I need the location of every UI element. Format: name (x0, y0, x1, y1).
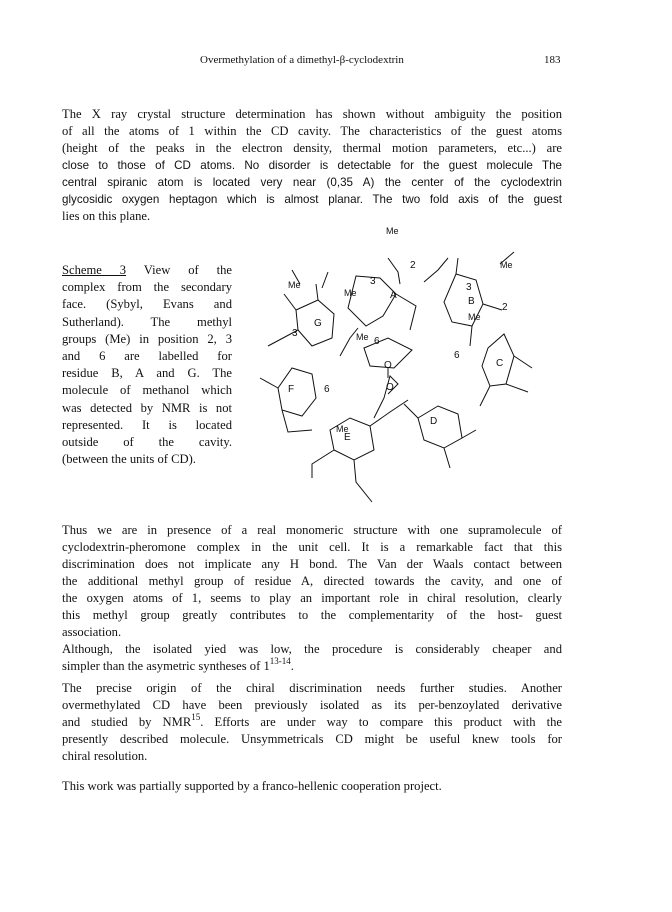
label-num-b3: 3 (466, 282, 472, 293)
caption-line: outside of the cavity. (62, 435, 232, 450)
paragraph-xray (62, 106, 562, 225)
label-residue-g: G (314, 318, 322, 329)
label-me-g: Me (356, 332, 369, 342)
text-line: . (290, 659, 294, 673)
label-me-f: Me (336, 424, 349, 434)
caption-line: complex from the secondary (62, 280, 232, 295)
text-line: and studied by NMR (62, 715, 192, 729)
label-residue-f: F (288, 384, 295, 395)
label-me-top: Me (386, 226, 399, 236)
label-oxygen: O (384, 360, 392, 371)
text-line: presently described molecule. Unsymmetricals CD might be useful knew tools for (62, 732, 562, 746)
running-header (0, 54, 672, 70)
label-me-left: Me (288, 280, 301, 290)
text-line: Thus we are in presence of a real monomeric structure with one supramolecule of (62, 523, 562, 537)
label-num-b2: 2 (502, 302, 508, 313)
label-num-f6: 6 (324, 384, 330, 395)
structure-labels (288, 226, 513, 443)
text-line: of all the atoms of 1 within the CD cavity. The characteristics of the guest atoms (62, 124, 562, 138)
label-me-a: Me (344, 288, 357, 298)
text-line: glycosidic oxygen heptagon which is almost planar. The two fold axis of the guest (62, 193, 562, 206)
paragraph-origin (62, 680, 562, 765)
caption-text: View of the (126, 263, 232, 277)
paragraph-yield (62, 641, 562, 675)
caption-line: was detected by NMR is not (62, 400, 232, 415)
label-num-g6: 6 (374, 336, 380, 347)
text-line: lies on this plane. (62, 209, 151, 223)
text-line: close to those of CD atoms. No disorder is detectable for the guest molecule The (62, 159, 562, 172)
text-line: the oxygen atoms of 1, seems to play an important role in chiral resolution, clearly (62, 591, 562, 605)
paragraph-monomeric (62, 522, 562, 641)
caption-line: groups (Me) in position 2, 3 (62, 331, 232, 346)
text-line: Although, the isolated yied was low, the procedure is considerably cheaper and (62, 642, 562, 656)
text-line: association. (62, 625, 122, 639)
citation-superscript: 15 (191, 712, 201, 722)
label-num-a3: 3 (370, 276, 376, 287)
text-line: The precise origin of the chiral discrimination needs further studies. Another (62, 681, 562, 695)
scheme-label: Scheme 3 (62, 263, 127, 277)
caption-line: (between the units of CD). (62, 452, 196, 467)
caption-line: Sutherland). The methyl (62, 314, 232, 329)
running-title: Overmethylation of a dimethyl-β-cyclodextrin (200, 54, 404, 66)
label-residue-c: C (496, 358, 504, 369)
text-line: cyclodextrin-pheromone complex in the unit cell. It is a remarkable fact that this (62, 540, 562, 554)
text-line: . Efforts are under way to compare this product with the (200, 715, 563, 729)
acknowledgement (62, 778, 562, 795)
text-line: chiral resolution. (62, 749, 148, 763)
label-residue-d: D (430, 416, 438, 427)
caption-line: represented. It is located (62, 417, 232, 432)
cyclodextrin-complex-figure (238, 218, 550, 514)
text-line: discrimination does not implicate any H bond. The Van der Waals contact between (62, 557, 562, 571)
text-line: overmethylated CD have been previously isolated as its per-benzoylated derivative (62, 698, 562, 712)
text-line: central spiranic atom is located very near (0,35 A) the center of the cyclodextrin (62, 176, 562, 189)
citation-superscript: 13-14 (269, 656, 291, 666)
label-oxygen-2: O (386, 382, 394, 393)
label-residue-a: A (390, 290, 397, 301)
label-num-b6: 6 (454, 350, 460, 361)
text-line: The X ray crystal structure determination has shown without ambiguity the position (62, 107, 562, 121)
text-line: this methyl group greatly contributes to the complementarity of the host- guest (62, 608, 562, 622)
caption-line: residue B, A and G. The (62, 366, 232, 381)
scheme-caption (62, 262, 232, 468)
label-num-g3: 3 (292, 328, 298, 339)
label-residue-b: B (468, 296, 475, 307)
label-me-topright: Me (500, 260, 513, 270)
caption-line: molecule of methanol which (62, 383, 232, 398)
label-me-b: Me (468, 312, 481, 322)
text-line: simpler than the asymetric syntheses of 1 (62, 659, 270, 673)
caption-line: face. (Sybyl, Evans and (62, 297, 232, 312)
label-num-a2: 2 (410, 260, 416, 271)
page-number: 183 (544, 54, 561, 66)
acknowledgement-text: This work was partially supported by a franco-hellenic cooperation project. (62, 779, 442, 793)
text-line: (height of the peaks in the electron density, thermal motion parameters, etc...) are (62, 141, 562, 155)
caption-line: and 6 are labelled for (62, 349, 232, 364)
label-residue-e: E (344, 432, 351, 443)
text-line: the additional methyl group of residue A, directed towards the cavity, and one of (62, 574, 562, 588)
